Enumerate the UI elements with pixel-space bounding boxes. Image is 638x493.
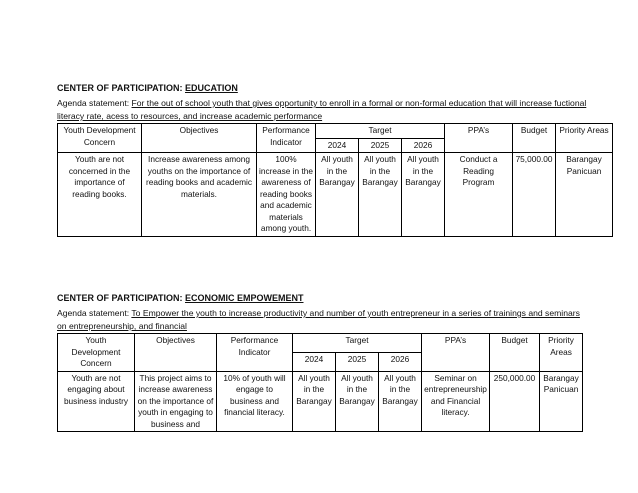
header-priority: Priority Areas [556,124,613,153]
header-concern: Youth Development Concern [58,334,135,372]
cell-target: All youth in the Barangay [316,153,359,237]
heading-topic: ECONOMIC EMPOWEMENT [185,293,304,303]
agenda-text: For the out of school youth that gives opportunity to enroll in a formal or non-formal education that will increase fuctional literacy rate, acess to resources, and increase academic performance [57,98,587,121]
cell-target: All youth in the Barangay [379,371,422,432]
header-year: 2025 [336,352,379,371]
agenda-prefix: Agenda statement: [57,308,132,318]
header-concern: Youth Development Concern [58,124,142,153]
heading-prefix: CENTER OF PARTICIPATION: [57,83,185,93]
cell-indicator: 100% increase in the awareness of reading books and academic materials among youth. [257,153,316,237]
header-year: 2024 [316,138,359,153]
header-row [58,124,613,139]
section-heading [57,293,587,303]
header-ppas: PPA’s [422,334,490,372]
table-row [58,371,583,432]
header-year: 2025 [359,138,402,153]
heading-prefix: CENTER OF PARTICIPATION: [57,293,185,303]
table-row [58,153,613,237]
cell-objectives: Increase awareness among youths on the importance of reading books and academic materials. [142,153,257,237]
section-heading [57,83,587,93]
header-target: Target [293,334,422,353]
cell-budget: 75,000.00 [513,153,556,237]
cell-priority: Barangay Panicuan [556,153,613,237]
plan-table [57,333,583,432]
header-indicator: Performance Indicator [257,124,316,153]
cell-budget: 250,000.00 [490,371,540,432]
header-year: 2026 [379,352,422,371]
cell-priority: Barangay Panicuan [540,371,583,432]
plan-table [57,123,613,237]
cell-indicator: 10% of youth will engage to business and financial literacy. [217,371,293,432]
header-objectives: Objectives [142,124,257,153]
section-education [57,83,609,237]
cell-target: All youth in the Barangay [336,371,379,432]
cell-target: All youth in the Barangay [293,371,336,432]
cell-ppas: Conduct a Reading Program [445,153,513,237]
header-year: 2026 [402,138,445,153]
section-economic-empowerment [57,293,587,432]
cell-objectives: This project aims to increase awareness on the importance of youth in engaging to business and [135,371,217,432]
header-indicator: Performance Indicator [217,334,293,372]
header-ppas: PPA’s [445,124,513,153]
header-year: 2024 [293,352,336,371]
cell-target: All youth in the Barangay [359,153,402,237]
agenda-prefix: Agenda statement: [57,98,132,108]
cell-ppas: Seminar on entrepreneurship and Financial literacy. [422,371,490,432]
header-objectives: Objectives [135,334,217,372]
cell-target: All youth in the Barangay [402,153,445,237]
agenda-text: To Empower the youth to increase productivity and number of youth entrepreneur in a series of trainings and seminars on entrepreneurship, and financial [57,308,580,331]
cell-concern: Youth are not engaging about business industry [58,371,135,432]
heading-topic: EDUCATION [185,83,238,93]
agenda-statement [57,307,587,333]
header-budget: Budget [513,124,556,153]
header-target: Target [316,124,445,139]
agenda-statement [57,97,587,123]
header-budget: Budget [490,334,540,372]
header-row [58,334,583,353]
header-priority: Priority Areas [540,334,583,372]
cell-concern: Youth are not concerned in the importance of reading books. [58,153,142,237]
